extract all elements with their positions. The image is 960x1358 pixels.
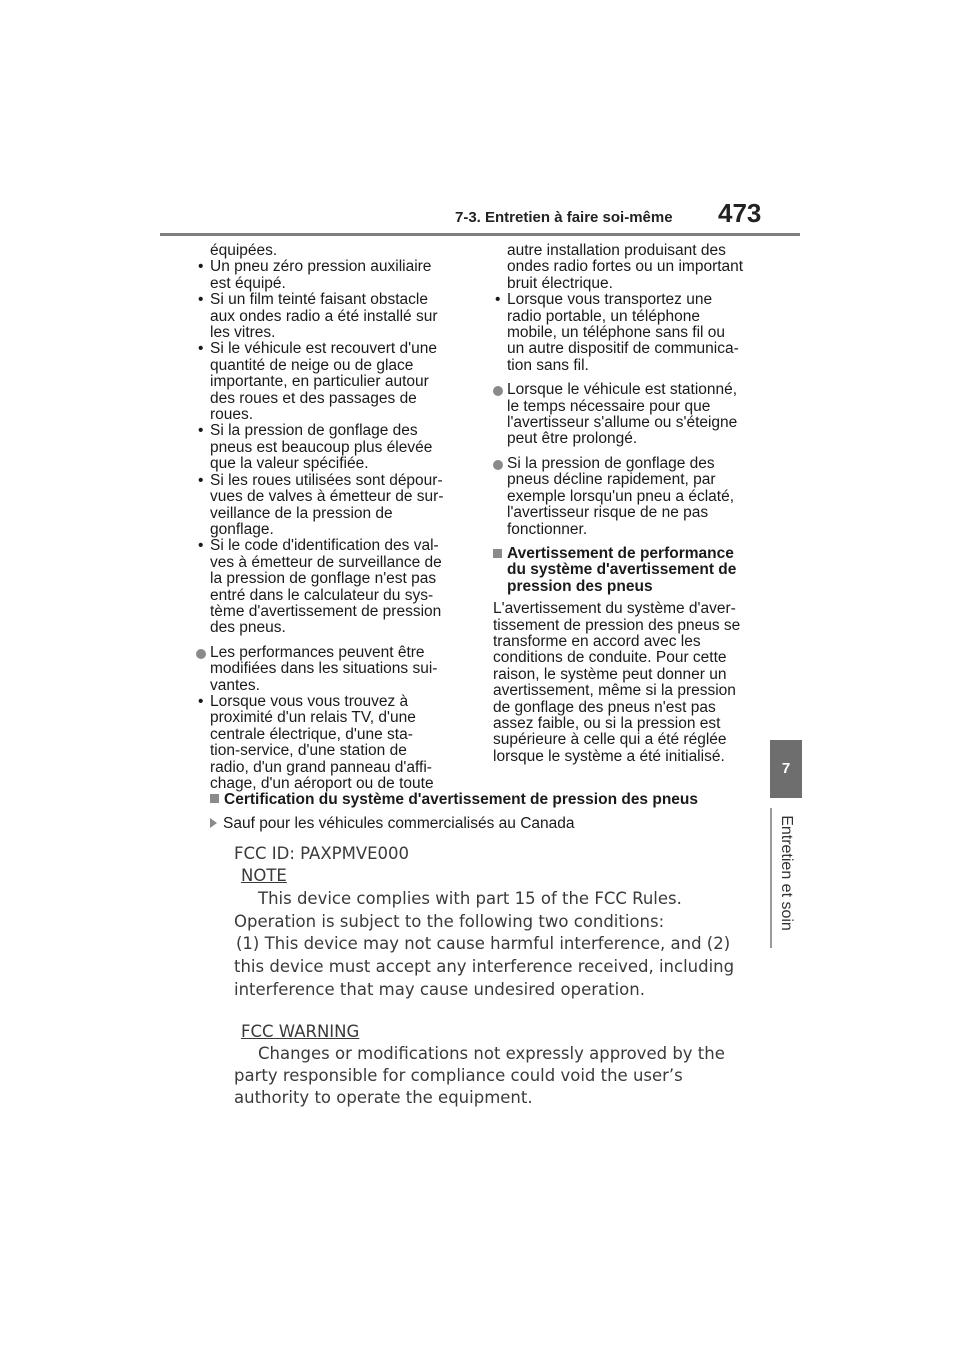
text-line: ves à émetteur de surveillance de [210,553,442,571]
fcc-note-heading: NOTE [241,866,287,885]
text-line: radio, d'un grand panneau d'affi- [210,758,432,776]
header-rule [160,233,800,236]
text-line: bruit électrique. [507,274,613,292]
list-item [196,473,458,539]
text-line: la pression de gonflage n'est pas [210,570,437,588]
text-line: centrale électrique, d'une sta- [210,725,413,743]
text-line: de gonflage des pneus n'est pas [493,698,716,716]
bullet-icon: • [198,471,204,489]
text-line: gonflage. [210,520,274,538]
list-item [196,292,458,341]
circle-bullet-icon [493,460,503,470]
text-line: pression des pneus [507,577,653,595]
sub-item-text: Sauf pour les véhicules commercialisés au Canada [223,815,575,832]
text-line: transforme en accord avec les [493,632,701,650]
text-line: des pneus. [210,619,286,637]
fcc-text-line: party responsible for compliance could void the user’s [234,1066,683,1085]
text-line: des roues et des passages de [210,389,417,407]
text-line: veillance de la pression de [210,504,393,522]
text-line: quantité de neige ou de glace [210,356,414,374]
text-line: raison, le système peut donner un [493,665,727,683]
circle-bullet-icon [196,649,206,659]
circle-item [493,456,755,538]
page-number: 473 [718,198,762,228]
square-bullet-icon [210,794,219,803]
fcc-text-line: (1) This device may not cause harmful interference, and (2) [236,934,731,953]
text-line: modifiées dans les situations sui- [210,660,438,678]
text-line: fonctionner. [507,520,588,538]
bullet-icon: • [198,258,204,276]
text-line: tion-service, d'une station de [210,742,407,760]
text-line: mobile, un téléphone sans fil ou [507,324,726,342]
text-line: assez faible, ou si la pression est [493,714,721,732]
text-line: est équipé. [210,274,286,292]
text-line: pneus est beaucoup plus élevée [210,438,433,456]
certification-sub-item [210,815,575,833]
bullet-icon: • [198,291,204,309]
page-header [0,0,960,240]
circle-bullet-icon [493,386,503,396]
bullet-icon: • [198,340,204,358]
text-line: que la valeur spécifiée. [210,455,369,473]
fcc-text-line: this device must accept any interference received, including [234,957,735,976]
text-line: ondes radio fortes ou un important [507,258,744,276]
text-line: un autre dispositif de communica- [507,340,739,358]
triangle-bullet-icon [210,818,217,828]
chapter-label-text: Entretien et soin [778,815,795,931]
circle-item [493,382,755,448]
list-item [196,538,458,636]
text-line: avertissement, même si la pression [493,682,736,700]
left-column [196,243,458,792]
section-title: 7-3. Entretien à faire soi-même [455,209,673,226]
list-item [196,259,458,292]
text-line: entré dans le calculateur du sys- [210,586,434,604]
fcc-text-line: This device complies with part 15 of the FCC Rules. [258,889,682,908]
text-line: roues. [210,406,254,424]
bullet-icon: • [495,291,501,309]
text-line: Si un film teinté faisant obstacle [210,291,428,309]
text-line: vues de valves à émetteur de sur- [210,488,444,506]
text-line: du système d'avertissement de [507,561,737,579]
bullet-icon: • [198,537,204,555]
text-line: Lorsque le véhicule est stationné, [507,381,738,399]
text-line: Un pneu zéro pression auxiliaire [210,258,432,276]
text-line: tissement de pression des pneus se [493,616,741,634]
right-column [493,243,755,765]
text-line: lorsque le système a été initialisé. [493,747,725,765]
paragraph [493,601,755,765]
text-line: Les performances peuvent être [210,643,425,661]
text-line: Si la pression de gonflage des [507,454,715,472]
fcc-id-line: FCC ID: PAXPMVE000 [234,844,410,863]
fcc-text-line: Operation is subject to the following two conditions: [234,912,665,931]
text-line: L'avertissement du système d'aver- [493,600,736,618]
certification-heading-text: Certification du système d'avertissement de pression des pneus [224,791,699,808]
section-heading [493,546,755,595]
text-line: exemple lorsqu'un pneu a éclaté, [507,487,734,505]
text-line: l'avertisseur risque de ne pas [507,504,709,522]
fcc-text-line: Changes or modifications not expressly approved by the [258,1044,725,1063]
text-line: radio portable, un téléphone [507,307,701,325]
bullet-icon: • [198,422,204,440]
text-line: proximité d'un relais TV, d'une [210,709,416,727]
certification-heading [210,791,698,809]
continued-item [493,243,755,292]
text-line: importante, en particulier autour [210,373,429,391]
text-line: les vitres. [210,324,276,342]
text-line: conditions de conduite. Pour cette [493,649,727,667]
text-line: Lorsque vous transportez une [507,291,713,309]
text-line: Si le code d'identification des val- [210,537,439,555]
chapter-label [760,798,812,948]
text-line: tème d'avertissement de pression [210,602,442,620]
text-line: l'avertisseur s'allume ou s'éteigne [507,414,738,432]
text-line: supérieure à celle qui a été réglée [493,731,727,749]
text-line: tion sans fil. [507,356,589,374]
list-item [493,292,755,374]
fcc-label-image [222,838,742,1108]
list-item [196,423,458,472]
text-line: vantes. [210,676,260,694]
text-line: Avertissement de performance [507,544,734,562]
text-line: le temps nécessaire pour que [507,397,711,415]
text-line: pneus décline rapidement, par [507,471,716,489]
text-line: chage, d'un aéroport ou de toute [210,775,434,792]
text-line: Si les roues utilisées sont dépour- [210,471,443,489]
text-line: peut être prolongé. [507,430,638,448]
list-item [196,694,458,792]
text-line: Si le véhicule est recouvert d'une [210,340,437,358]
chapter-tab: 7 [770,740,802,798]
list-item [196,341,458,423]
text-line: aux ondes radio a été installé sur [210,307,438,325]
fcc-text-line: authority to operate the equipment. [234,1088,533,1107]
text-line: autre installation produisant des [507,242,726,259]
bullet-icon: • [198,692,204,710]
fcc-text-line: interference that may cause undesired operation. [234,980,645,999]
text-line: Lorsque vous vous trouvez à [210,692,409,710]
square-bullet-icon [493,549,502,558]
circle-item [196,645,458,694]
text-line: équipées. [210,242,278,259]
text-line: Si la pression de gonflage des [210,422,418,440]
fcc-warning-heading: FCC WARNING [241,1022,360,1041]
